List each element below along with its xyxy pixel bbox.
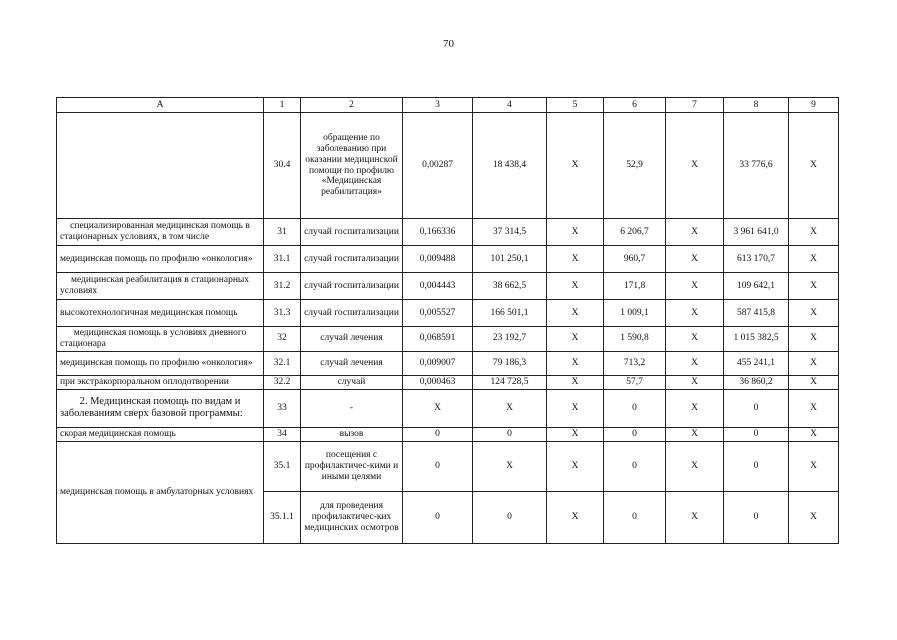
header-cell: 1 <box>264 98 301 113</box>
row-unit: случай госпитализации <box>301 219 403 246</box>
cell-col4: 0 <box>473 427 547 441</box>
cell-col5: Х <box>547 427 604 441</box>
row-code: 30.4 <box>264 113 301 219</box>
cell-col4: 124 728,5 <box>473 375 547 389</box>
table-row <box>57 427 839 441</box>
cell-col3: 0,009007 <box>403 351 473 375</box>
cell-col5: Х <box>547 441 604 491</box>
cell-col6: 0 <box>604 389 666 427</box>
cell-col9: Х <box>789 327 839 352</box>
cell-col3: 0,000463 <box>403 375 473 389</box>
cell-col9: Х <box>789 246 839 273</box>
cell-col9: Х <box>789 351 839 375</box>
cell-col9: Х <box>789 273 839 300</box>
cell-col3: 0,00287 <box>403 113 473 219</box>
row-code: 34 <box>264 427 301 441</box>
row-name: высокотехнологичная медицинская помощь <box>57 300 264 327</box>
cell-col9: Х <box>789 113 839 219</box>
cell-col9: Х <box>789 300 839 327</box>
cell-col6: 1 009,1 <box>604 300 666 327</box>
row-name: скорая медицинская помощь <box>57 427 264 441</box>
cell-col6: 171,8 <box>604 273 666 300</box>
cell-col7: Х <box>666 246 724 273</box>
row-unit: случай <box>301 375 403 389</box>
table-row <box>57 113 839 219</box>
cell-col8: 587 415,8 <box>724 300 789 327</box>
row-unit: случай госпитализации <box>301 300 403 327</box>
cell-col8: 0 <box>724 441 789 491</box>
cell-col5: Х <box>547 491 604 543</box>
cell-col5: Х <box>547 273 604 300</box>
row-code: 31.3 <box>264 300 301 327</box>
header-cell: 5 <box>547 98 604 113</box>
table-row <box>57 246 839 273</box>
row-name: медицинская помощь по профилю «онкология» <box>57 351 264 375</box>
row-unit: случай госпитализации <box>301 273 403 300</box>
row-unit: посещения с профилактичес-кими и иными целями <box>301 441 403 491</box>
cell-col5: Х <box>547 389 604 427</box>
row-unit: обращение по заболеванию при оказании медицинской помощи по профилю «Медицинская реабилитация» <box>301 113 403 219</box>
cell-col5: Х <box>547 300 604 327</box>
row-unit: для проведения профилактичес-ких медицинских осмотров <box>301 491 403 543</box>
table-row <box>57 351 839 375</box>
cell-col6: 0 <box>604 427 666 441</box>
cell-col4: 166 501,1 <box>473 300 547 327</box>
header-cell: 8 <box>724 98 789 113</box>
row-name: медицинская помощь в амбулаторных условиях <box>57 441 264 543</box>
cell-col4: 23 192,7 <box>473 327 547 352</box>
row-unit: - <box>301 389 403 427</box>
row-name: 2. Медицинская помощь по видам и заболеваниям сверх базовой программы: <box>57 389 264 427</box>
cell-col7: Х <box>666 441 724 491</box>
cell-col9: Х <box>789 491 839 543</box>
cell-col7: Х <box>666 389 724 427</box>
cell-col5: Х <box>547 327 604 352</box>
table-row <box>57 219 839 246</box>
cell-col7: Х <box>666 375 724 389</box>
cell-col4: Х <box>473 441 547 491</box>
header-cell: 7 <box>666 98 724 113</box>
cell-col4: Х <box>473 389 547 427</box>
row-code: 35.1.1 <box>264 491 301 543</box>
header-cell: 9 <box>789 98 839 113</box>
cell-col3: 0,004443 <box>403 273 473 300</box>
table-row <box>57 273 839 300</box>
page-number: 70 <box>443 38 454 50</box>
table-row <box>57 300 839 327</box>
row-name: специализированная медицинская помощь в стационарных условиях, в том числе <box>57 219 264 246</box>
cell-col8: 455 241,1 <box>724 351 789 375</box>
cell-col8: 0 <box>724 427 789 441</box>
cell-col4: 38 662,5 <box>473 273 547 300</box>
cell-col7: Х <box>666 427 724 441</box>
cell-col7: Х <box>666 491 724 543</box>
cell-col4: 79 186,3 <box>473 351 547 375</box>
table-row <box>57 327 839 352</box>
row-name <box>57 113 264 219</box>
cell-col8: 0 <box>724 389 789 427</box>
cell-col7: Х <box>666 300 724 327</box>
row-code: 32.1 <box>264 351 301 375</box>
cell-col8: 613 170,7 <box>724 246 789 273</box>
row-unit: случай лечения <box>301 351 403 375</box>
cell-col9: Х <box>789 389 839 427</box>
row-unit: случай госпитализации <box>301 246 403 273</box>
cell-col8: 109 642,1 <box>724 273 789 300</box>
cell-col7: Х <box>666 327 724 352</box>
cell-col3: 0,005527 <box>403 300 473 327</box>
table-row <box>57 375 839 389</box>
header-row <box>57 98 839 113</box>
table-row <box>57 389 839 427</box>
cell-col8: 0 <box>724 491 789 543</box>
cell-col7: Х <box>666 113 724 219</box>
cell-col6: 52,9 <box>604 113 666 219</box>
cell-col7: Х <box>666 273 724 300</box>
row-name: медицинская помощь в условиях дневного стационара <box>57 327 264 352</box>
table-row <box>57 441 839 491</box>
cell-col6: 713,2 <box>604 351 666 375</box>
cell-col6: 960,7 <box>604 246 666 273</box>
header-cell: 2 <box>301 98 403 113</box>
row-unit: вызов <box>301 427 403 441</box>
row-code: 31.1 <box>264 246 301 273</box>
cell-col3: 0 <box>403 427 473 441</box>
cell-col9: Х <box>789 441 839 491</box>
cell-col8: 36 860,2 <box>724 375 789 389</box>
cell-col4: 18 438,4 <box>473 113 547 219</box>
cell-col5: Х <box>547 113 604 219</box>
cell-col7: Х <box>666 219 724 246</box>
cell-col7: Х <box>666 351 724 375</box>
row-code: 32 <box>264 327 301 352</box>
row-code: 33 <box>264 389 301 427</box>
row-code: 31 <box>264 219 301 246</box>
row-name: медицинская помощь по профилю «онкология» <box>57 246 264 273</box>
cell-col8: 33 776,6 <box>724 113 789 219</box>
cell-col3: 0 <box>403 441 473 491</box>
cell-col3: 0,068591 <box>403 327 473 352</box>
cell-col5: Х <box>547 246 604 273</box>
cell-col9: Х <box>789 427 839 441</box>
header-cell: А <box>57 98 264 113</box>
cell-col5: Х <box>547 375 604 389</box>
cell-col5: Х <box>547 219 604 246</box>
header-cell: 4 <box>473 98 547 113</box>
cell-col6: 0 <box>604 441 666 491</box>
row-unit: случай лечения <box>301 327 403 352</box>
cell-col4: 101 250,1 <box>473 246 547 273</box>
cell-col6: 57,7 <box>604 375 666 389</box>
header-cell: 3 <box>403 98 473 113</box>
cell-col4: 0 <box>473 491 547 543</box>
cell-col6: 6 206,7 <box>604 219 666 246</box>
cell-col6: 1 590,8 <box>604 327 666 352</box>
cell-col8: 1 015 382,5 <box>724 327 789 352</box>
cell-col9: Х <box>789 375 839 389</box>
cell-col8: 3 961 641,0 <box>724 219 789 246</box>
cell-col3: 0,166336 <box>403 219 473 246</box>
header-cell: 6 <box>604 98 666 113</box>
row-code: 35.1 <box>264 441 301 491</box>
financing-table <box>56 97 839 544</box>
cell-col3: 0,009488 <box>403 246 473 273</box>
cell-col3: 0 <box>403 491 473 543</box>
row-name: при экстракорпоральном оплодотворении <box>57 375 264 389</box>
cell-col4: 37 314,5 <box>473 219 547 246</box>
cell-col3: Х <box>403 389 473 427</box>
row-code: 32.2 <box>264 375 301 389</box>
cell-col5: Х <box>547 351 604 375</box>
row-code: 31.2 <box>264 273 301 300</box>
row-name: медицинская реабилитация в стационарных условиях <box>57 273 264 300</box>
cell-col6: 0 <box>604 491 666 543</box>
cell-col9: Х <box>789 219 839 246</box>
